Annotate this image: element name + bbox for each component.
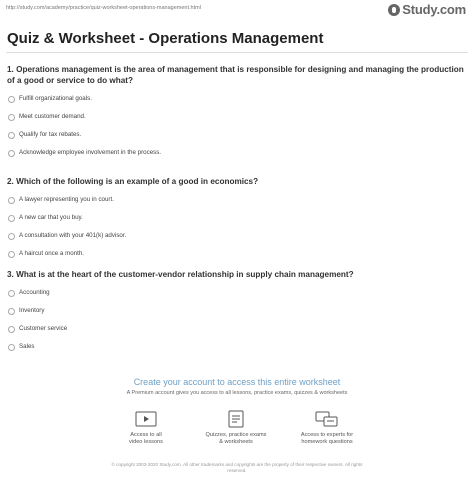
question-2 [7,176,466,267]
question-2-option-3[interactable] [7,231,466,249]
question-3-option-4[interactable] [7,342,466,360]
feature-video-lessons [106,410,186,446]
option-label: A new car that you buy. [19,214,83,221]
question-2-text: 2. Which of the following is an example of a good in economics? [7,177,259,186]
radio-icon[interactable] [8,308,15,315]
radio-icon[interactable] [8,96,15,103]
page-title: Quiz & Worksheet - Operations Management [7,30,324,47]
question-3-option-3[interactable] [7,324,466,342]
feature-label: Access to experts for homework questions [300,432,354,445]
question-1-text: 1. Operations management is the area of management that is responsible for designing and managing the production of a good or service to do what? [7,65,464,85]
radio-icon[interactable] [8,150,15,157]
option-label: Qualify for tax rebates. [19,131,82,138]
question-3-text: 3. What is at the heart of the customer-vendor relationship in supply chain management? [7,270,354,279]
radio-icon[interactable] [8,326,15,333]
radio-icon[interactable] [8,215,15,222]
study-logo-icon [388,4,400,16]
option-label: Sales [19,343,35,350]
study-logo[interactable] [388,2,466,17]
radio-icon[interactable] [8,233,15,240]
feature-label: Access to all video lessons [129,432,163,445]
option-label: Accounting [19,289,50,296]
question-1-option-1[interactable] [7,94,466,112]
option-label: A consultation with your 401(k) advisor. [19,232,127,239]
chat-icon [315,410,339,428]
question-2-option-1[interactable] [7,195,466,213]
question-3-option-2[interactable] [7,306,466,324]
question-1 [7,64,466,166]
radio-icon[interactable] [8,197,15,204]
cta-subtitle: A Premium account gives you access to all lessons, practice exams, quizzes & worksheets [126,390,348,396]
quiz-icon [225,410,247,428]
radio-icon[interactable] [8,251,15,258]
copyright-footer: © copyright 2003-2020 Study.com. All other trademarks and copyrights are the property of their respective owners. All rights reserved. [111,462,363,473]
option-label: Meet customer demand. [19,113,86,120]
question-2-option-2[interactable] [7,213,466,231]
option-label: Customer service [19,325,68,332]
question-2-option-4[interactable] [7,249,466,267]
option-label: Fulfill organizational goals. [19,95,92,102]
option-label: A haircut once a month. [19,250,85,257]
create-account-link[interactable]: Create your account to access this entire worksheet [133,377,341,387]
title-divider [6,52,468,53]
feature-quizzes [196,410,276,446]
question-1-option-3[interactable] [7,130,466,148]
option-label: Acknowledge employee involvement in the process. [19,149,162,156]
feature-experts [287,410,367,446]
url-text: http://study.com/academy/practice/quiz-worksheet-operations-management.html [6,5,201,11]
video-icon [135,410,157,428]
logo-text: Study.com [402,2,466,17]
option-label: A lawyer representing you in court. [19,196,114,203]
question-3-option-1[interactable] [7,288,466,306]
radio-icon[interactable] [8,344,15,351]
question-3 [7,269,466,360]
radio-icon[interactable] [8,114,15,121]
question-1-option-2[interactable] [7,112,466,130]
question-1-option-4[interactable] [7,148,466,166]
radio-icon[interactable] [8,132,15,139]
radio-icon[interactable] [8,290,15,297]
feature-label: Quizzes, practice exams & worksheets [205,432,267,445]
option-label: Inventory [19,307,45,314]
